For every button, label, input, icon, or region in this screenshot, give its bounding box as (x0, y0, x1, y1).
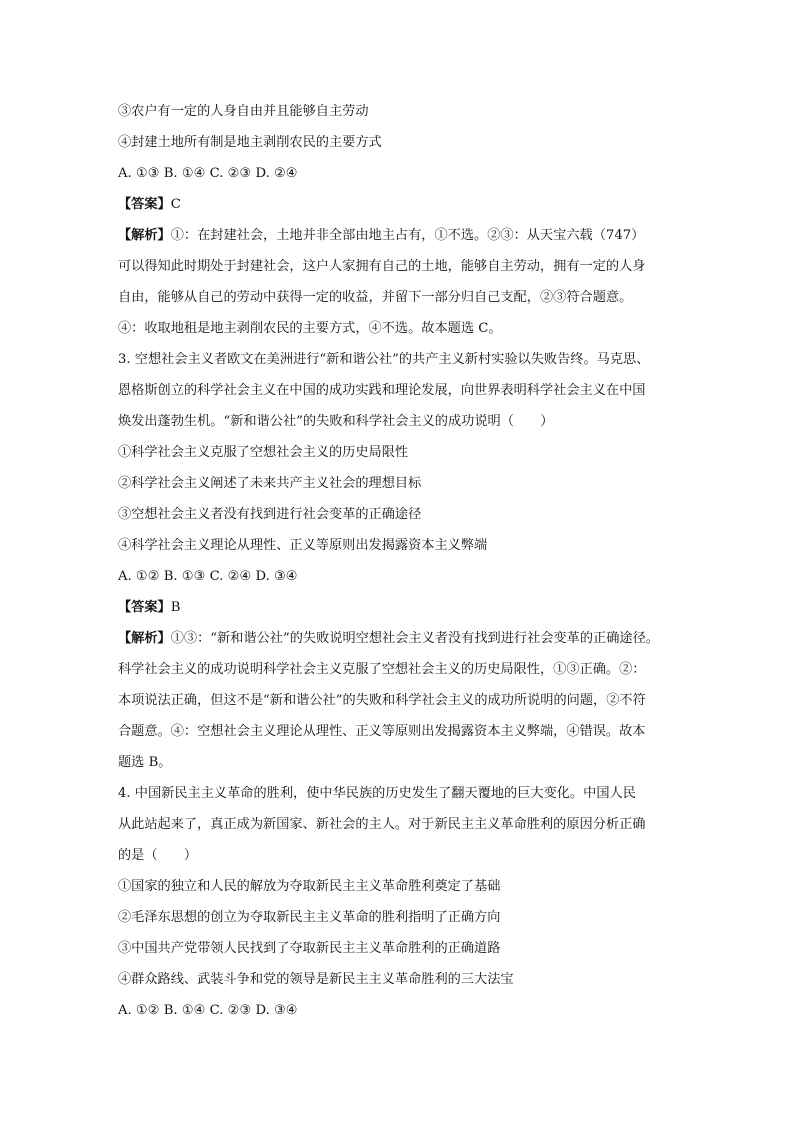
q2-answer-value: C (170, 197, 181, 212)
q2-choices: A. ①③ B. ①④ C. ②③ D. ②④ (118, 166, 298, 181)
q4-stem-line-2: 从此站起来了，真正成为新国家、新社会的主人。对于新民主主义革命胜利的原因分析正确 (118, 817, 646, 832)
q4-stem (118, 778, 678, 871)
q4-option-3: ③中国共产党带领人民找到了夺取新民主主义革命胜利的正确道路 (118, 941, 501, 956)
q3-analysis-line-3: 本项说法正确，但这不是“新和谐公社”的失败和科学社会主义的成功所说明的问题，②不符 (118, 693, 646, 708)
q3-stem-line-3: 焕发出蓬勃生机。“新和谐公社”的失败和科学社会主义的成功说明（ ） (118, 414, 554, 429)
q2-analysis-line-3: 自由，能够从自己的劳动中获得一定的收益，并留下一部分归自己支配，②③符合题意。 (118, 290, 633, 305)
q2-analysis-line-2: 可以得知此时期处于封建社会，这户人家拥有自己的土地，能够自主劳动，拥有一定的人身 (118, 259, 646, 274)
q3-option-4: ④科学社会主义理论从理性、正义等原则出发揭露资本主义弊端 (118, 538, 488, 553)
q3-option-3: ③空想社会主义者没有找到进行社会变革的正确途径 (118, 507, 422, 522)
q3-analysis-line-1: 【解析】①③：“新和谐公社”的失败说明空想社会主义者没有找到进行社会变革的正确途径。 (118, 631, 659, 646)
q2-option-4: ④封建土地所有制是地主剥削农民的主要方式 (118, 135, 382, 150)
q3-answer-label: 【答案】 (118, 600, 171, 615)
q4-option-4: ④群众路线、武装斗争和党的领导是新民主主义革命胜利的三大法宝 (118, 972, 514, 987)
q4-stem-line-3: 的是（ ） (118, 848, 198, 863)
q2-analysis-label: 【解析】 (118, 228, 171, 243)
q3-option-2: ②科学社会主义阐述了未来共产主义社会的理想目标 (118, 476, 422, 491)
q2-answer (118, 189, 678, 220)
q4-option-2: ②毛泽东思想的创立为夺取新民主主义革命的胜利指明了正确方向 (118, 910, 501, 925)
q3-stem-line-2: 恩格斯创立的科学社会主义在中国的成功实践和理论发展，向世界表明科学社会主义在中国 (118, 383, 646, 398)
q4-stem-line-1: 4. 中国新民主主义革命的胜利，使中华民族的历史发生了翻天覆地的巨大变化。中国人民 (118, 786, 636, 801)
q4-option-1: ①国家的独立和人民的解放为夺取新民主主义革命胜利奠定了基础 (118, 879, 501, 894)
q2-option-3: ③农户有一定的人身自由并且能够自主劳动 (118, 104, 369, 119)
document-page (118, 96, 678, 1026)
q3-analysis (118, 623, 678, 778)
q3-analysis-line-2: 科学社会主义的成功说明科学社会主义克服了空想社会主义的历史局限性，①③正确。②： (118, 662, 646, 677)
q3-answer-value: B (170, 600, 181, 615)
q2-analysis-line-1: 【解析】①：在封建社会，土地并非全部由地主占有，①不选。②③：从天宝六载（747） (118, 228, 645, 243)
q4-choices: A. ①② B. ①④ C. ②③ D. ③④ (118, 1003, 298, 1018)
q2-answer-label: 【答案】 (118, 197, 171, 212)
q3-choices: A. ①② B. ①③ C. ②④ D. ③④ (118, 569, 298, 584)
q3-answer (118, 592, 678, 623)
q3-analysis-line-5: 题选 B。 (118, 755, 172, 770)
q3-option-1: ①科学社会主义克服了空想社会主义的历史局限性 (118, 445, 409, 460)
q3-analysis-label: 【解析】 (118, 631, 171, 646)
q3-stem-line-1: 3. 空想社会主义者欧文在美洲进行“新和谐公社”的共产主义新村实验以失败告终。马克思、 (118, 352, 650, 367)
q2-analysis (118, 220, 678, 344)
q3-stem (118, 344, 678, 437)
q3-analysis-line-4: 合题意。④：空想社会主义理论从理性、正义等原则出发揭露资本主义弊端，④错误。故本 (118, 724, 646, 739)
q2-analysis-line-4: ④：收取地租是地主剥削农民的主要方式，④不选。故本题选 C。 (118, 321, 502, 336)
